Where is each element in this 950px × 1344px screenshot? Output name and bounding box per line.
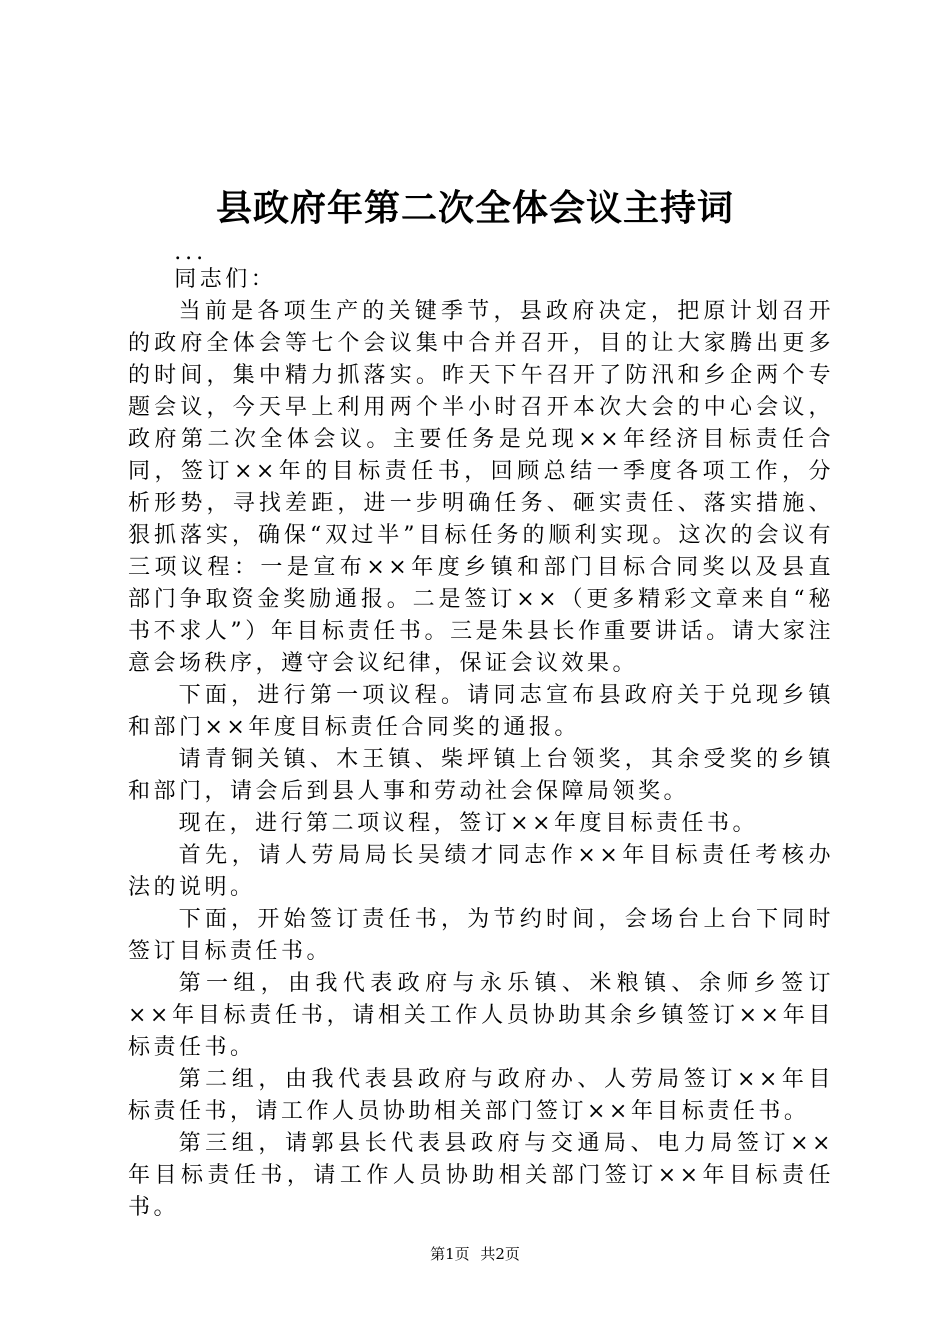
paragraph-intro: 当前是各项生产的关键季节，县政府决定，把原计划召开的政府全体会等七个会议集中合并召开，目的让大家腾出更多的时间，集中精力抓落实。昨天下午召开了防汛和乡企两个专题会议，今天早上利用两个半小时召开本次大会的中心会议，政府第二次全体会议。主要任务是兑现××年经济目标责任合同，签订××年的目标责任书，回顾总结一季度各项工作，分析形势，寻找差距，进一步明确任务、砸实责任、落实措施、狠抓落实，确保“双过半”目标任务的顺利实现。这次的会议有三项议程：一是宣布××年度乡镇和部门目标合同奖以及县直部门争取资金奖励通报。二是签订××（更多精彩文章来自“秘书不求人”）年目标责任书。三是朱县长作重要讲话。请大家注意会场秩序，遵守会议纪律，保证会议效果。 <box>128 299 834 676</box>
page-number: 第1页 <box>430 1245 470 1263</box>
page-total: 共2页 <box>480 1245 520 1263</box>
document-title: 县政府年第二次全体会议主持词 <box>215 187 734 229</box>
paragraph-agenda-two: 现在，进行第二项议程，签订××年度目标责任书。 <box>178 811 758 836</box>
paragraph-assessment-explanation: 首先，请人劳局局长吴绩才同志作××年目标责任考核办法的说明。 <box>128 843 834 900</box>
greeting-line: 同志们： <box>174 267 277 292</box>
paragraph-group-three: 第三组，请郭县长代表县政府与交通局、电力局签订××年目标责任书，请工作人员协助相关部门签订××年目标责任书。 <box>128 1131 834 1220</box>
paragraph-group-one: 第一组，由我代表政府与永乐镇、米粮镇、余师乡签订××年目标责任书，请相关工作人员协助其余乡镇签订××年目标责任书。 <box>128 971 834 1060</box>
ellipsis-line: ... <box>174 240 208 265</box>
document-body <box>128 242 834 1224</box>
page-footer <box>0 1244 950 1264</box>
paragraph-signing-start: 下面，开始签订责任书，为节约时间，会场台上台下同时签订目标责任书。 <box>128 907 834 964</box>
paragraph-agenda-one: 下面，进行第一项议程。请同志宣布县政府关于兑现乡镇和部门××年度目标责任合同奖的通报。 <box>128 683 834 740</box>
paragraph-award-stage: 请青铜关镇、木王镇、柴坪镇上台领奖，其余受奖的乡镇和部门，请会后到县人事和劳动社会保障局领奖。 <box>128 747 834 804</box>
paragraph-group-two: 第二组，由我代表县政府与政府办、人劳局签订××年目标责任书，请工作人员协助相关部门签订××年目标责任书。 <box>128 1067 834 1124</box>
